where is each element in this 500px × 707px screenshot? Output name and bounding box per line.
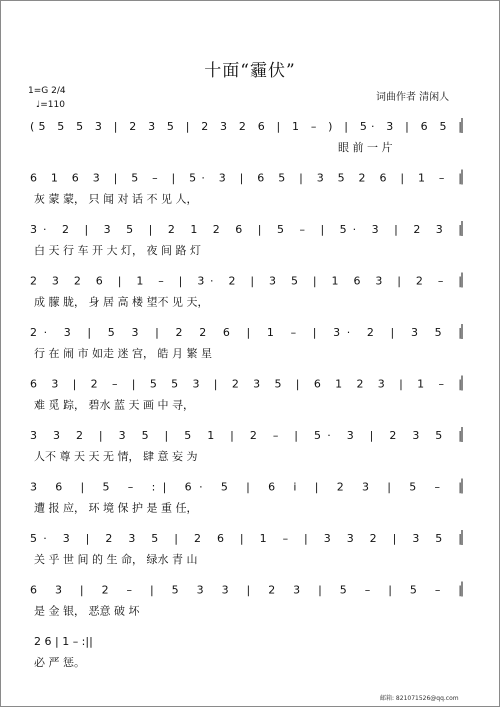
lyric-line: 遭 报 应， 环 境 保 护 是 重 任， xyxy=(34,501,198,515)
notation-line: (5 5 5 3 | 2 3 5 | 2 3 2 6 | 1 – ) | 5· 3 | 6 5 | xyxy=(30,120,462,133)
notation-line: 6 3 | 2 – | 5 5 3 | 2 3 5 | 6 1 2 3 | 1 – | xyxy=(30,377,462,391)
notation-line: 3 6 | 5 – :| 6· 5 | 6 i | 2 3 | 5 – | xyxy=(30,480,463,494)
email-footer: 邮箱: 821071526@qq.com xyxy=(380,695,459,702)
lyric-line: 行 在 闹 市 如走 迷 宫， 皓 月 繁 星 xyxy=(34,347,212,360)
lyric-line: 关 乎 世 间 的 生 命， 绿水 青 山 xyxy=(34,553,198,566)
notation-line: 2 6 | 1 – :|| xyxy=(34,635,93,648)
notation-line: 3 3 2 | 3 5 | 5 1 | 2 – | 5· 3 | 2 3 5 | xyxy=(30,429,463,442)
lyric-line: 灰 蒙 蒙， 只 闻 对 话 不 见 人， xyxy=(34,192,198,206)
key-signature: 1=G 2/4 xyxy=(28,86,66,96)
staff-row xyxy=(30,429,462,463)
staff-row xyxy=(30,584,462,618)
notation-line: 5· 3 | 2 3 5 | 2 6 | 1 – | 3 3 2 | 3 5 | xyxy=(30,532,463,545)
staff-row xyxy=(30,172,462,206)
staff-row xyxy=(30,223,462,257)
lyric-line: 必 严 惩。 xyxy=(34,656,85,669)
lyric-line: 眼 前 一 片 xyxy=(338,141,393,154)
lyric-line: 难 觅 踪， 碧水 蓝 天 画 中 寻， xyxy=(34,398,194,412)
notation-line: 2 3 2 6 | 1 – | 3· 2 | 3 5 | 1 6 3 | 2 – | xyxy=(30,274,462,288)
lyric-line: 是 金 银， 恶意 破 坏 xyxy=(34,604,140,618)
notation-line: 6 1 6 3 | 5 – | 5· 3 | 6 5 | 3 5 2 6 | 1 – | xyxy=(30,171,463,185)
staff-row xyxy=(30,326,462,360)
lyric-line: 人不 尊 天 天 无 情， 肆 意 妄 为 xyxy=(34,450,198,463)
staff-row xyxy=(34,635,93,669)
notation-line: 6 3 | 2 – | 5 3 3 | 2 3 | 5 – | 5 – | xyxy=(30,583,463,597)
staff-row xyxy=(30,275,462,309)
staff-row xyxy=(30,481,462,515)
lyric-line: 白 天 行 车 开 大 灯， 夜 间 路 灯 xyxy=(34,244,201,257)
staff-row xyxy=(30,532,462,566)
staff-row xyxy=(30,120,462,154)
notation-line: 3· 2 | 3 5 | 2 1 2 6 | 5 – | 5· 3 | 2 3 | xyxy=(30,223,462,236)
song-title: 十面“霾伏” xyxy=(204,61,296,81)
staff-row xyxy=(30,378,462,412)
author-credit: 词曲作者 清闲人 xyxy=(376,92,450,103)
notation-line: 2· 3 | 5 3 | 2 2 6 | 1 – | 3· 2 | 3 5 | xyxy=(30,326,462,339)
tempo-marking: ♩=110 xyxy=(36,100,65,110)
lyric-line: 成 朦 胧， 身 居 高 楼 望不 见 天， xyxy=(34,295,209,309)
